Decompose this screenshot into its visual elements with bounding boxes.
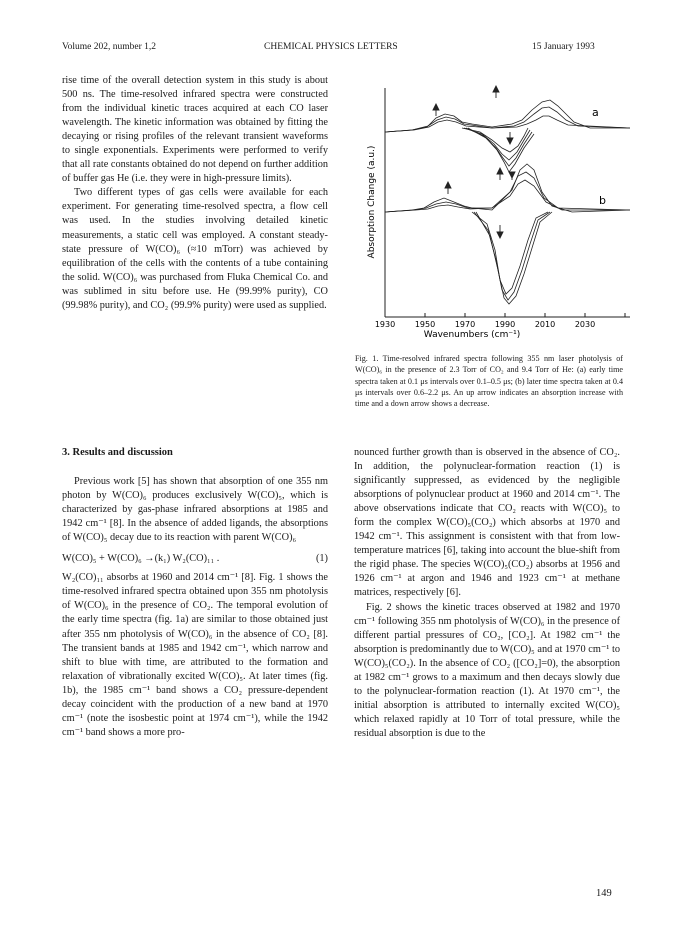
figure-caption: Fig. 1. Time-resolved infrared spectra following 355 nm laser photolysis of W(CO)₆ in the presence of 2.3 Torr of CO₂ and 9.4 Torr of He: (a) early time spectra taken at 0.1 μs intervals over 0.1–0.5 μs; (b) later time spectra taken at 0.4 μs intervals over 0.6–2.2 μs. An up arrow indicates an absorption increase with time and a down arrow shows a decrease. <box>355 354 623 409</box>
paragraph: nounced further growth than is observed in the absence of CO₂. In addition, the polynuclear-formation reaction (1) is significantly suppressed, as evidenced by the negligible absorptions of polynuclear product at 1960 and 2014 cm⁻¹. The above observations indicate that CO₂ reacts with W(CO)₅ to form the complex W(CO)₅(CO₂) which absorbs at 1970 and 1942 cm⁻¹. This assignment is consistent with that from low-temperature matrices [6], taking into account the blue-shift from the rigid phase. The species W(CO)₅(CO₂) absorbs at 1956 and 1926 cm⁻¹ at argon and 1946 and 1923 cm⁻¹ at methane matrices, respectively [6]. <box>354 447 620 599</box>
x-tick-label: 1950 <box>414 320 436 329</box>
right-column-bottom <box>354 446 620 741</box>
paragraph: W₂(CO)₁₁ absorbs at 1960 and 2014 cm⁻¹ [8]. Fig. 1 shows the time-resolved infrared spectra obtained upon 355 nm photolysis of W(CO)₆ in the presence of CO₂. The temporal evolution of the early time spectra (fig. 1a) are similar to those obtained just after 355 nm photolysis of W(CO)₆ in the absence of CO₂ [8]. The transient bands at 1985 and 1942 cm⁻¹, which narrow and shift to blue with time, are attributed to the formation and relaxation of vibrationally excited W(CO)₅. At later times (fig. 1b), the 1985 cm⁻¹ band shows a CO₂ pressure-dependent decay coincident with the production of a new band at 1970 cm⁻¹ (note the isosbestic point at 1974 cm⁻¹), while the 1942 cm⁻¹ band shows a more pro- <box>62 572 328 738</box>
x-tick-label: 2010 <box>534 320 556 329</box>
paragraph: Fig. 2 shows the kinetic traces observed at 1982 and 1970 cm⁻¹ following 355 nm photolysis of W(CO)₆ in the presence of different partial pressures of CO₂, [CO₂]. At 1982 cm⁻¹ the absorption is predominantly due to W(CO)₅ and at 1970 cm⁻¹ to W(CO)₅(CO₂). In the absence of CO₂ ([CO₂]=0), the absorption at 1982 cm⁻¹ grows to a maximum and then decays slowly due to the polynuclear-formation reaction (1). At 1970 cm⁻¹, the initial absorption is attributed to internally excited W(CO)₅ which relaxed rapidly at 10 Torr of total pressure, while the residual absorption is due to the <box>354 601 620 739</box>
spectra-plot <box>352 80 642 350</box>
figure-1 <box>352 80 642 350</box>
panel-label-a: a <box>592 106 599 119</box>
header-journal: CHEMICAL PHYSICS LETTERS <box>264 42 398 52</box>
panel-b-spectra <box>385 164 630 304</box>
down-arrow-icon <box>497 232 503 238</box>
paragraph: Two different types of gas cells were available for each experiment. For generating time-resolved spectra, a flow cell was used. In the studies involving detailed kinetic measurements, a static cell was employed. A constant steady-state pressure of W(CO)₆ (≈10 mTorr) was achieved by equilibration of the cells with the contents of a tube containing the solid. W(CO)₆ was purchased from Fluka Chemical Co. and was sublimed in situ before use. He (99.99% purity), CO (99.98% purity), and CO₂ (99.9% purity) were used as supplied. <box>62 187 328 311</box>
y-axis-label: Absorption Change (a.u.) <box>367 145 377 259</box>
header-date: 15 January 1993 <box>532 42 595 52</box>
down-arrow-icon <box>507 138 513 144</box>
x-tick-label: 2030 <box>574 320 596 329</box>
left-column-top <box>62 74 328 313</box>
left-column-bottom <box>62 446 328 740</box>
down-arrow-icon <box>509 172 515 178</box>
x-tick-label: 1970 <box>454 320 476 329</box>
up-arrow-icon <box>493 86 499 92</box>
up-arrow-icon <box>497 168 503 174</box>
equation: W(CO)₅ + W(CO)₆ →(k₁) W₂(CO)₁₁ . <box>62 553 220 565</box>
panel-label-b: b <box>599 194 606 207</box>
paragraph: Previous work [5] has shown that absorption of one 355 nm photon by W(CO)₆ produces exclusively W(CO)₅, which is characterized by gas-phase infrared absorptions at 1985 and 1942 cm⁻¹ [8]. In the absence of added ligands, the absorptions of W(CO)₅ decay due to its reaction with parent W(CO)₆ <box>62 476 328 544</box>
x-tick-label: 1990 <box>494 320 516 329</box>
equation-number: (1) <box>315 553 328 565</box>
up-arrow-icon <box>433 104 439 110</box>
header-volume: Volume 202, number 1,2 <box>62 42 157 52</box>
page-number: 149 <box>596 888 612 899</box>
equation-1 <box>62 552 328 566</box>
arrows-panel-a <box>433 86 513 144</box>
paragraph: rise time of the overall detection system in this study is about 500 ns. The time-resolved infrared spectra were constructed from the individual kinetic traces acquired at each CO laser wavelength. The kinetic information was obtained by fitting the decaying or rising profiles of the relevant transient waveforms to single exponentials. Experiments were performed to verify that all rate constants obtained do not depend on further addition of buffer gas He (i.e. they were in high-pressure limits). <box>62 75 328 185</box>
x-axis-label: Wavenumbers (cm⁻¹) <box>423 330 521 340</box>
up-arrow-icon <box>445 182 451 188</box>
x-tick-label: 1930 <box>374 320 396 329</box>
section-heading: 3. Results and discussion <box>62 447 173 458</box>
x-ticks <box>385 313 625 317</box>
